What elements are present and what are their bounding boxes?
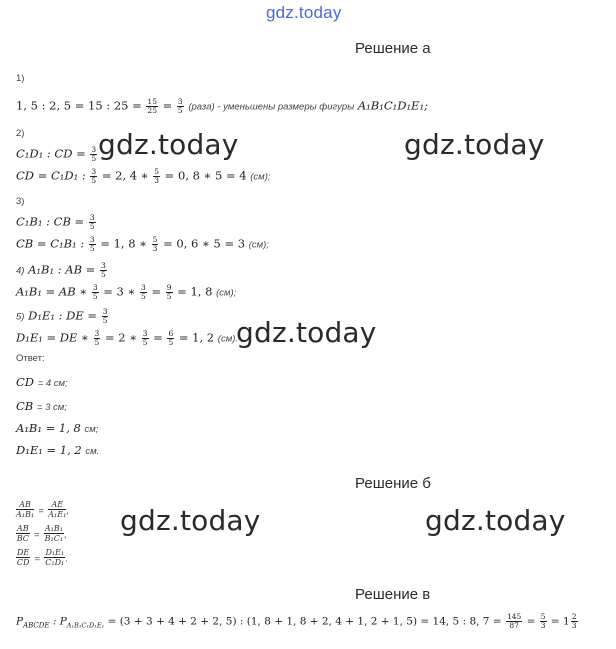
section-a-title: Решение а xyxy=(355,40,431,57)
solution-line: CB = C₁B₁ : $\frac{3}{5}$ = 1, 8 ∗ $\frac{5}{3}$ = 0, 6 ∗ 5 = 3 (см); xyxy=(16,235,269,253)
watermark: gdz.today xyxy=(425,504,566,537)
answer-line: D₁E₁ = 1, 2 см. xyxy=(16,443,100,457)
watermark: gdz.today xyxy=(404,128,545,161)
perimeter-line: $P_{ABCDE}$ : $P_{A_1B_1C_1D_1E_1} = (3 + 3 + 4 + 2 + 2$, 5) : (1, 8 + 1, 8 + 2, 4 + 1, 2 + 1, 5) = 14, 5 : 8, 7 = $\frac{145}{87}$ = $\frac{5}{3}$ = 1 $\frac{2}{3}$ xyxy=(16,612,577,630)
site-logo[interactable]: gdz.today xyxy=(266,3,342,22)
watermark: gdz.today xyxy=(120,504,261,537)
solution-line: C₁D₁ : CD = $\frac{3}{5}$ xyxy=(16,145,97,163)
ratio-line: $\frac{DE}{CD}$ = $\frac{\text{D₁E₁}}{\text{C₁D₁}}$ . xyxy=(16,548,68,567)
watermark: gdz.today xyxy=(98,128,239,161)
answer-label: Ответ: xyxy=(16,353,45,364)
ratio-line: $\frac{AB}{\text{A₁B₁}}$ = $\frac{AE}{\text{A₁E₁}}$ , xyxy=(16,500,69,519)
section-c-title: Решение в xyxy=(355,586,431,603)
solution-line: 5) D₁E₁ : DE = $\frac{3}{5}$ xyxy=(16,307,108,325)
answer-line: CB = 3 см; xyxy=(16,399,67,413)
answer-line: CD = 4 см; xyxy=(16,375,68,389)
solution-line: A₁B₁ = AB ∗ $\frac{3}{5}$ = 3 ∗ $\frac{3}{5}$ = $\frac{9}{5}$ = 1, 8 (см); xyxy=(16,283,237,301)
watermark: gdz.today xyxy=(236,316,377,349)
ratio-line: $\frac{AB}{BC}$ = $\frac{\text{A₁B₁}}{\text{B₁C₁}}$ , xyxy=(16,524,67,543)
solution-line: CD = C₁D₁ : $\frac{3}{5}$ = 2, 4 ∗ $\frac{5}{3}$ = 0, 8 ∗ 5 = 4 (см); xyxy=(16,167,271,185)
answer-line: A₁B₁ = 1, 8 см; xyxy=(16,421,99,435)
section-b-title: Решение б xyxy=(355,475,431,492)
step-number: 3) xyxy=(16,196,25,207)
solution-line: D₁E₁ = DE ∗ $\frac{3}{5}$ = 2 ∗ $\frac{3}{5}$ = $\frac{6}{5}$ = 1, 2 (см). xyxy=(16,329,239,347)
solution-line: C₁B₁ : CB = $\frac{3}{5}$ xyxy=(16,213,95,231)
step-number: 2) xyxy=(16,128,25,139)
step-number: 1) xyxy=(16,73,25,84)
solution-line: 1, 5 : 2, 5 = 15 : 25 = $\frac{15}{25}$ = $\frac{3}{5}$ (раза) - уменьшены размеры фигуры A₁B₁C₁D₁E₁; xyxy=(16,97,428,115)
solution-line: 4) A₁B₁ : AB = $\frac{3}{5}$ xyxy=(16,261,106,279)
